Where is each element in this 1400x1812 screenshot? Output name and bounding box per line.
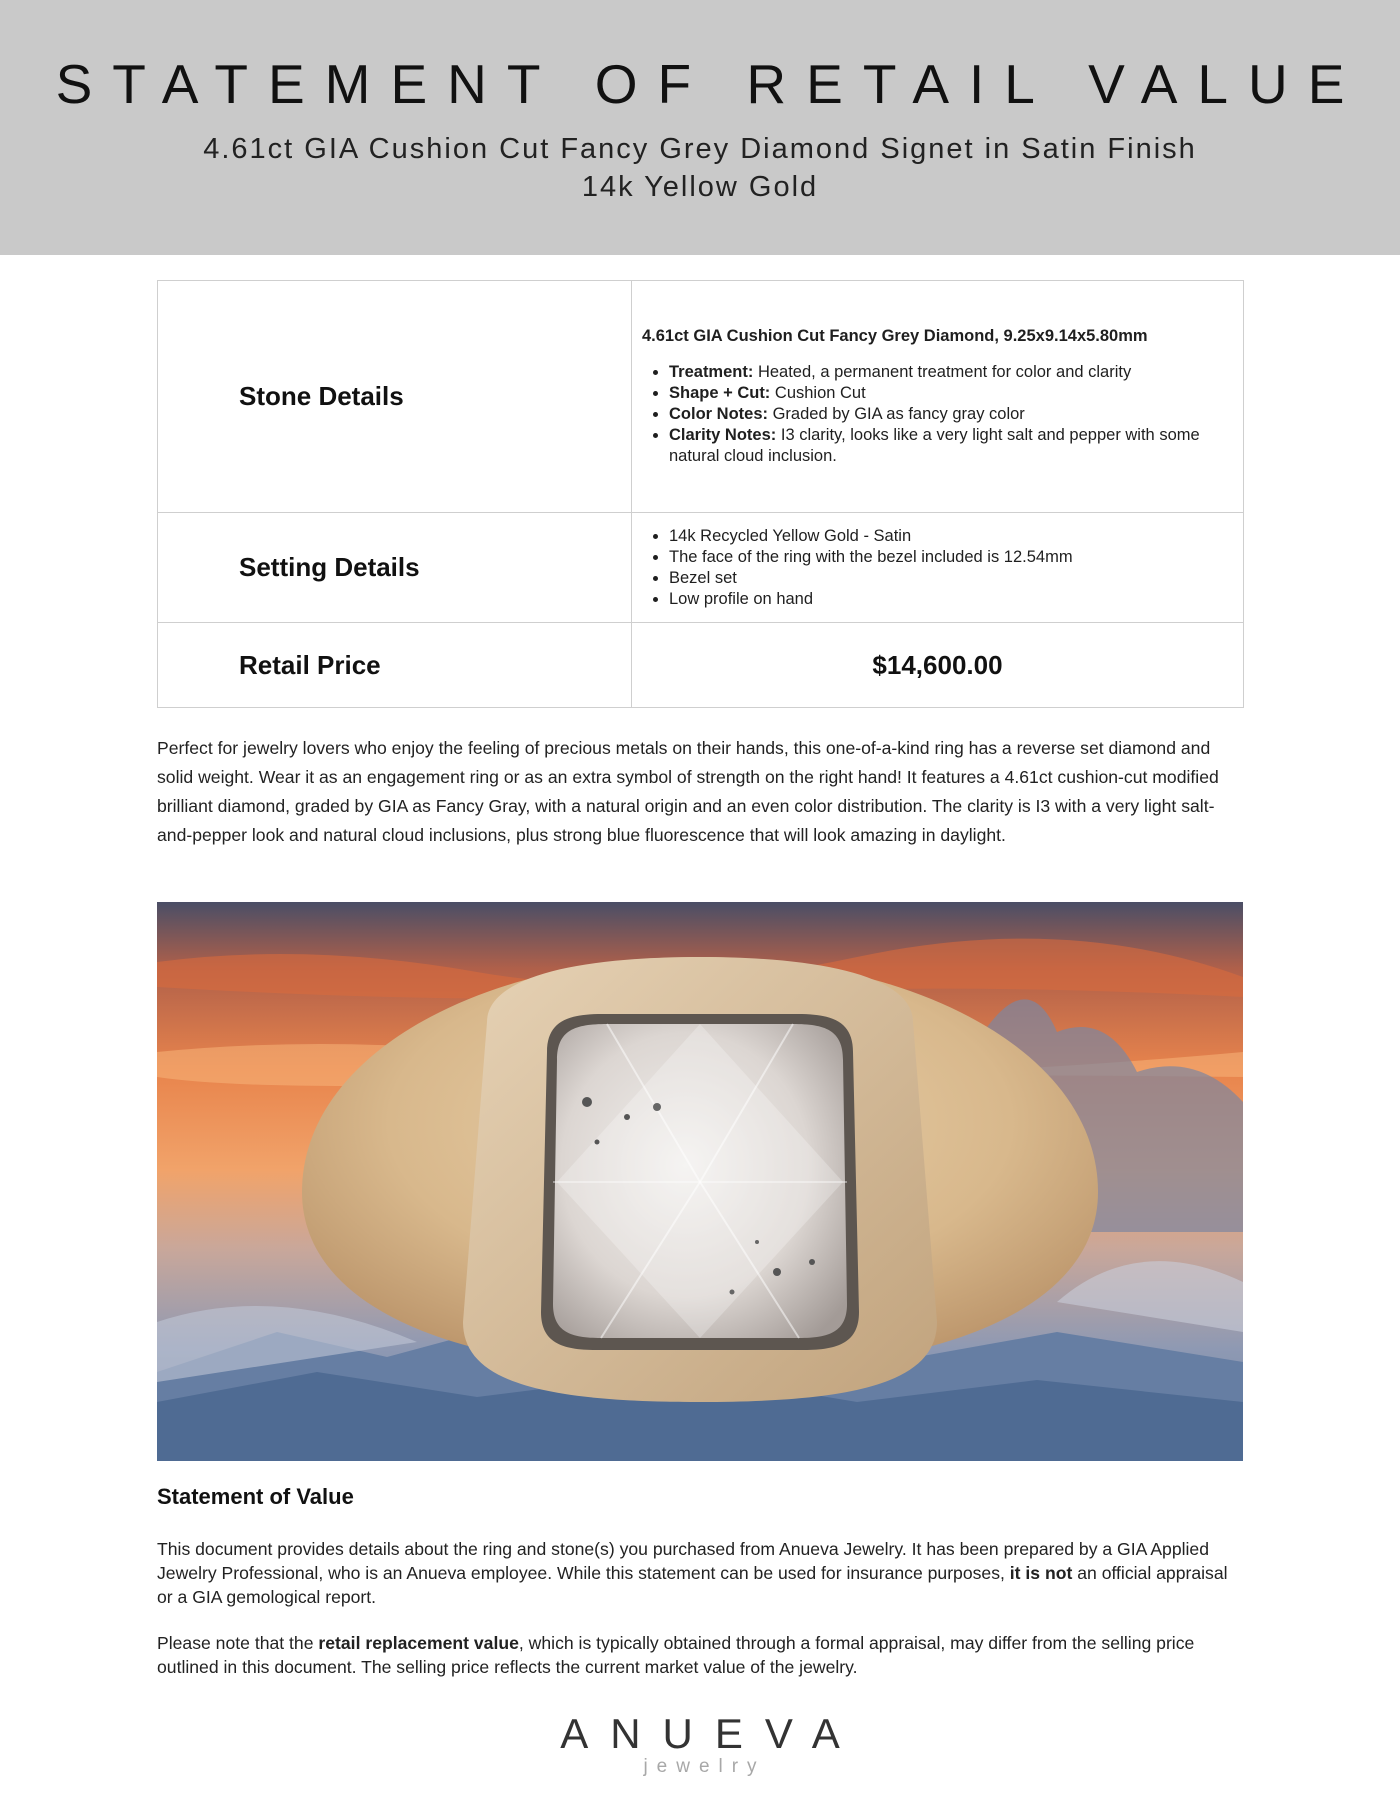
stone-details-value [632,281,1244,513]
retail-price-row [158,623,1244,708]
list-item [669,362,1223,383]
text-run: , which is typically obtained through a formal appraisal, may differ from the selling price outlined in this document. The selling price reflects the current market value of the jewelry. [157,1633,1195,1677]
page-title: STATEMENT OF RETAIL VALUE [55,53,1365,115]
statement-paragraph-2 [157,1631,1247,1679]
ring-photo [157,902,1243,1461]
bold-run: retail replacement value [318,1633,519,1653]
retail-price-label: Retail Price [158,623,632,708]
stone-details-list [642,362,1223,467]
bullet-key: Treatment: [669,362,754,381]
setting-details-label: Setting Details [158,513,632,623]
bullet-value: Graded by GIA as fancy gray color [768,404,1025,423]
list-item [669,404,1223,425]
subtitle-line-2: 14k Yellow Gold [581,171,819,203]
product-description: Perfect for jewelry lovers who enjoy the feeling of precious metals on their hands, this one-of-a-kind ring has a reverse set diamond and solid weight. Wear it as an engagement ring or as an extra symbol of strength on the right hand! It features a 4.61ct cushion-cut modified brilliant diamond, graded by GIA as Fancy Gray, with a natural origin and an even color distribution. The clarity is I3 with a very light salt-and-pepper look and natural cloud inclusions, plus strong blue fluorescence that will look amazing in daylight. [157,738,1219,845]
bullet-value: Heated, a permanent treatment for color and clarity [753,362,1132,381]
statement-paragraph-1 [157,1537,1247,1609]
bold-run: it is not [1009,1563,1073,1583]
list-item: • The face of the ring with the bezel included is 12.54mm [669,547,1223,568]
setting-details-list [642,526,1223,610]
stone-details-label: Stone Details [158,281,632,513]
list-item: • Low profile on hand [669,589,1223,610]
subtitle-line-1: 4.61ct GIA Cushion Cut Fancy Grey Diamond Signet in Satin Finish [203,133,1197,165]
ring-photo-illustration [157,902,1243,1461]
bullet-value: Cushion Cut [770,383,866,402]
statement-heading: Statement of Value [157,1484,354,1509]
text-run: Please note that the [157,1633,319,1653]
bullet-key: Color Notes: [669,404,768,423]
stone-details-row [158,281,1244,513]
retail-price-value: $14,600.00 [632,623,1244,708]
list-item [669,425,1223,467]
list-item: • 14k Recycled Yellow Gold - Satin [669,526,1223,547]
list-item [669,383,1223,404]
text-run: an official appraisal or a GIA gemological report. [157,1563,1228,1607]
page-subtitle [0,130,1400,206]
bullet-key: Shape + Cut: [669,383,771,402]
bullet-key: Clarity Notes: [669,425,777,444]
list-item: • Bezel set [669,568,1223,589]
header-banner [0,0,1400,255]
stone-title: 4.61ct GIA Cushion Cut Fancy Grey Diamond, 9.25x9.14x5.80mm [642,326,1148,345]
bullet-value: I3 clarity, looks like a very light salt and pepper with some natural cloud inclusion. [669,425,1200,465]
setting-details-value [632,513,1244,623]
setting-details-row [158,513,1244,623]
details-table [157,280,1244,708]
brand-logo-name: ANUEVA [560,1710,862,1757]
brand-logo-sub: jewelry [643,1756,766,1777]
text-run: This document provides details about the ring and stone(s) you purchased from Anueva Jewelry. It has been prepared by a GIA Applied Jewelry Professional, who is an Anueva employee. While this statement can be used for insurance purposes, [157,1539,1210,1583]
